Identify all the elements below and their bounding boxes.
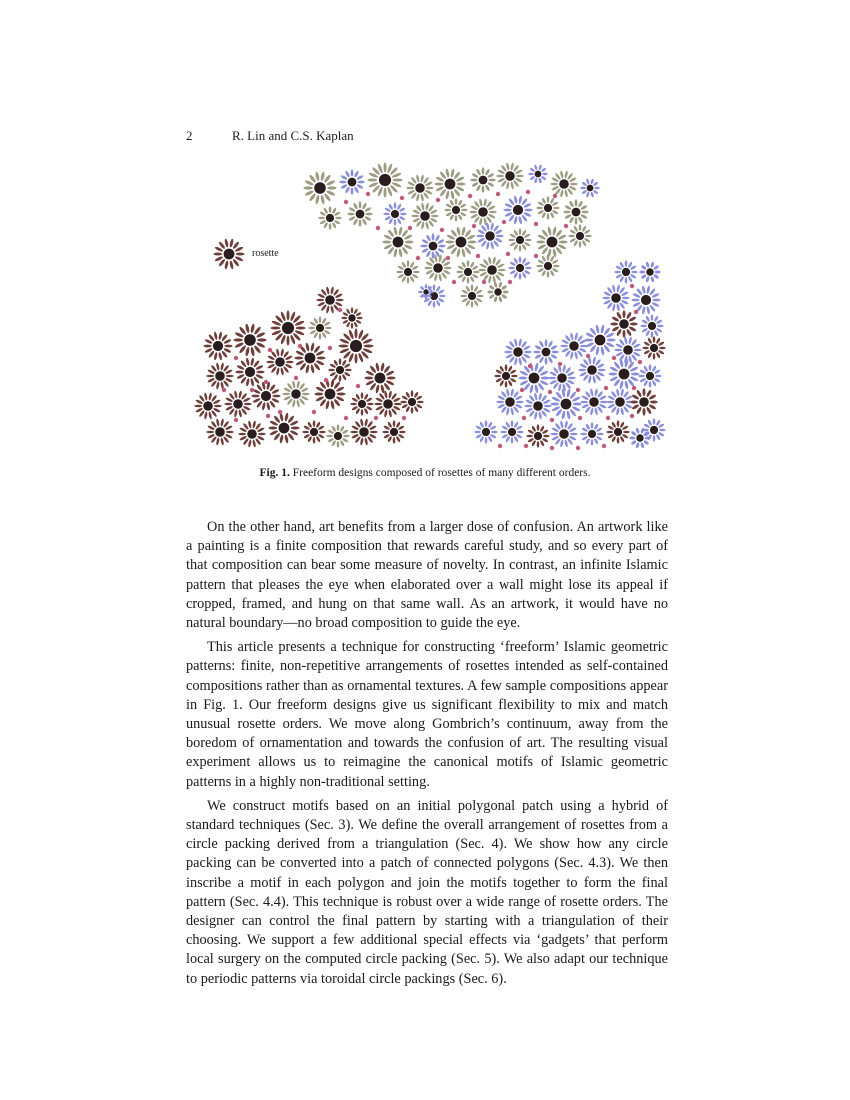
figure-caption — [0, 467, 850, 479]
rosette-motif — [640, 314, 663, 337]
rosette-motif — [383, 202, 406, 225]
rosette-motif — [503, 195, 532, 224]
body-text — [186, 518, 668, 994]
connector-star — [324, 378, 328, 382]
connector-star — [634, 310, 638, 314]
rosette-motif — [341, 307, 362, 328]
rosette-motif — [536, 254, 559, 277]
connector-star — [558, 362, 562, 366]
rosette-motif — [550, 388, 581, 419]
rosette-motif — [367, 162, 402, 197]
rosette-motif — [536, 226, 567, 257]
rosette-motif — [584, 324, 615, 355]
connector-star — [294, 376, 298, 380]
connector-star — [338, 308, 342, 312]
rosette-motif — [500, 420, 523, 443]
rosette-motif — [318, 206, 341, 229]
paragraph: We construct motifs based on an initial polygonal patch using a hybrid of standard techniques (Sec. 3). We define the overall arrangement of rosettes from a circle packing derived from a triangulation (Sec. 4). We show how any circle packing can be converted into a patch of connected polygons (Sec. 4.3). We then inscribe a motif in each polygon and join the motifs together to form the final pattern (Sec. 4.4). This technique is robust over a wide range of rosette orders. The designer can control the final pattern by starting with a triangulation of their choosing. We support a few additional special effects via ‘gadgets’ that perform local surgery on the computed circle packing (Sec. 5). We also adapt our technique to periodic patterns via toroidal circle packings (Sec. 6). — [186, 797, 668, 987]
connector-star — [502, 220, 506, 224]
rosette-motif — [303, 171, 336, 204]
rosette-motif — [639, 261, 660, 282]
connector-star — [408, 226, 412, 230]
connector-star — [440, 228, 444, 232]
connector-star — [548, 390, 552, 394]
rosette-motif — [266, 348, 293, 375]
connector-star — [266, 414, 270, 418]
rosette-motif — [460, 284, 483, 307]
rosette-motif — [580, 178, 600, 197]
connector-star — [578, 416, 582, 420]
connector-star — [452, 280, 456, 284]
connector-star — [436, 198, 440, 202]
rosette-motif — [550, 170, 577, 197]
rosette-motif — [560, 332, 587, 359]
connector-star — [374, 416, 378, 420]
rosette-motif — [614, 260, 637, 283]
connector-star — [472, 224, 476, 228]
connector-star — [498, 444, 502, 448]
rosette-motif — [350, 418, 377, 445]
rosette-motif — [382, 226, 413, 257]
connector-star — [376, 226, 380, 230]
connector-star — [508, 280, 512, 284]
rosette-motif — [347, 201, 372, 226]
rosette-motif — [444, 198, 467, 221]
rosette-motif — [434, 168, 465, 199]
connector-star — [312, 410, 316, 414]
connector-star — [506, 252, 510, 256]
rosette-motif — [602, 284, 629, 311]
rosette-motif — [456, 260, 479, 283]
rosette-motif — [251, 381, 280, 410]
rosette-motif — [494, 364, 517, 387]
rosette-motif — [338, 328, 373, 363]
rosette-motif — [578, 356, 605, 383]
connector-star — [630, 414, 634, 418]
connector-star — [222, 388, 226, 392]
rosette-motif — [563, 199, 588, 224]
rosette-motif — [478, 256, 505, 283]
connector-star — [524, 444, 528, 448]
rosette-motif — [270, 310, 305, 345]
connector-star — [344, 200, 348, 204]
connector-star — [528, 364, 532, 368]
rosette-motif — [608, 358, 639, 389]
caption-text: Freeform designs composed of rosettes of many different orders. — [292, 467, 591, 479]
rosette-motif — [606, 388, 633, 415]
paragraph: On the other hand, art benefits from a larger dose of confusion. An artwork like a painting is a finite composition that rewards careful study, and so every part of that composition can bear some measure of novelty. In contrast, an infinite Islamic pattern that pleases the eye when elaborated over a wall might lose its appeal if cropped, framed, and hung on that same wall. As an artwork, it would have no natural boundary—no broad composition to guide the eye. — [186, 519, 668, 632]
connector-star — [534, 254, 538, 258]
rosette-motif — [474, 420, 497, 443]
rosette-motif — [630, 388, 657, 415]
rosette-motif — [233, 323, 266, 356]
rosette-motif — [396, 260, 419, 283]
rosette-motif — [420, 233, 445, 258]
connector-star — [522, 416, 526, 420]
rosette-motif — [238, 420, 265, 447]
connector-star — [400, 196, 404, 200]
connector-star — [328, 346, 332, 350]
connector-star — [612, 356, 616, 360]
connector-star — [550, 446, 554, 450]
connector-star — [586, 354, 590, 358]
connector-star — [576, 388, 580, 392]
connector-star — [604, 386, 608, 390]
rosette-motif — [302, 420, 325, 443]
connector-star — [564, 224, 568, 228]
rosette-motif — [528, 164, 548, 183]
rosette-motif — [606, 420, 629, 443]
rosette-label: rosette — [252, 248, 279, 259]
connector-star — [468, 194, 472, 198]
connector-star — [298, 344, 302, 348]
figure-1 — [180, 150, 680, 460]
connector-star — [356, 384, 360, 388]
connector-star — [632, 386, 636, 390]
connector-star — [520, 388, 524, 392]
rosette-motif — [642, 336, 665, 359]
rosette-motif — [339, 169, 364, 194]
rosette-motif — [382, 420, 405, 443]
rosette-motif — [496, 388, 523, 415]
rosette-motif — [350, 392, 373, 415]
rosette-motif — [314, 378, 345, 409]
connector-star — [366, 192, 370, 196]
rosette-motif — [268, 412, 299, 443]
connector-star — [602, 444, 606, 448]
rosette-motif — [526, 424, 549, 447]
running-header — [186, 128, 354, 144]
connector-star — [416, 256, 420, 260]
rosette-motif — [328, 358, 351, 381]
connector-star — [526, 190, 530, 194]
rosette-motif — [308, 316, 331, 339]
connector-star — [638, 360, 642, 364]
connector-star — [630, 284, 634, 288]
page-number: 2 — [186, 128, 193, 143]
rosette-motif — [213, 238, 244, 269]
rosette-motif — [610, 310, 637, 337]
rosette-motif — [536, 196, 559, 219]
rosette-motif — [400, 390, 423, 413]
connector-star — [534, 222, 538, 226]
rosette-motif — [194, 392, 221, 419]
connector-star — [496, 192, 500, 196]
rosette-motif — [504, 338, 531, 365]
connector-star — [576, 446, 580, 450]
rosette-motif — [548, 364, 575, 391]
connector-star — [402, 416, 406, 420]
caption-label: Fig. 1. — [259, 467, 290, 479]
connector-star — [446, 256, 450, 260]
rosette-motif — [445, 226, 476, 257]
connector-star — [482, 280, 486, 284]
connector-star — [234, 418, 238, 422]
rosette-motif — [406, 174, 433, 201]
authors: R. Lin and C.S. Kaplan — [232, 128, 354, 143]
connector-star — [278, 410, 282, 414]
connector-star — [606, 416, 610, 420]
rosette-motif — [580, 388, 607, 415]
connector-star — [476, 254, 480, 258]
rosette-motif — [411, 202, 438, 229]
connector-star — [250, 388, 254, 392]
rosette-motif — [638, 364, 661, 387]
rosette-motif — [206, 362, 233, 389]
connector-star — [344, 416, 348, 420]
rosette-motif — [364, 362, 395, 393]
rosette-motif — [224, 390, 251, 417]
rosette-motif — [235, 357, 264, 386]
rosette-motif — [550, 420, 577, 447]
rosette-illustration — [180, 150, 680, 460]
connector-star — [264, 380, 268, 384]
rosette-motif — [508, 256, 531, 279]
rosette-motif — [487, 281, 508, 302]
connector-star — [234, 356, 238, 360]
connector-star — [268, 348, 272, 352]
rosette-motif — [524, 392, 551, 419]
rosette-motif — [533, 339, 558, 364]
rosette-motif — [496, 162, 523, 189]
rosette-motif — [326, 424, 349, 447]
rosette-motif — [476, 222, 503, 249]
rosette-motif — [568, 224, 591, 247]
paragraph: This article presents a technique for constructing ‘freeform’ Islamic geometric patterns: finite, non-repetitive arrangements of rosettes intended as self-contained compositions rather than as ornamental textures. A few sample compositions appear in Fig. 1. Our freeform designs give us significant flexibility to mix and match unusual rosette orders. We move along Gombrich’s continuum, away from the boredom of ornamentation and towards the confusion of art. The resulting visual experiment allows us to reimagine the canonical motifs of Islamic geometric patterns in a highly non-traditional setting. — [186, 639, 668, 790]
rosette-motif — [206, 418, 233, 445]
connector-star — [550, 418, 554, 422]
rosette-motif — [203, 331, 232, 360]
rosette-motif — [374, 390, 401, 417]
rosette-motif — [508, 228, 531, 251]
rosette-motif — [470, 167, 495, 192]
rosette-motif — [282, 380, 309, 407]
rosette-motif — [580, 422, 603, 445]
rosette-motif — [469, 198, 496, 225]
connector-star — [553, 194, 557, 198]
